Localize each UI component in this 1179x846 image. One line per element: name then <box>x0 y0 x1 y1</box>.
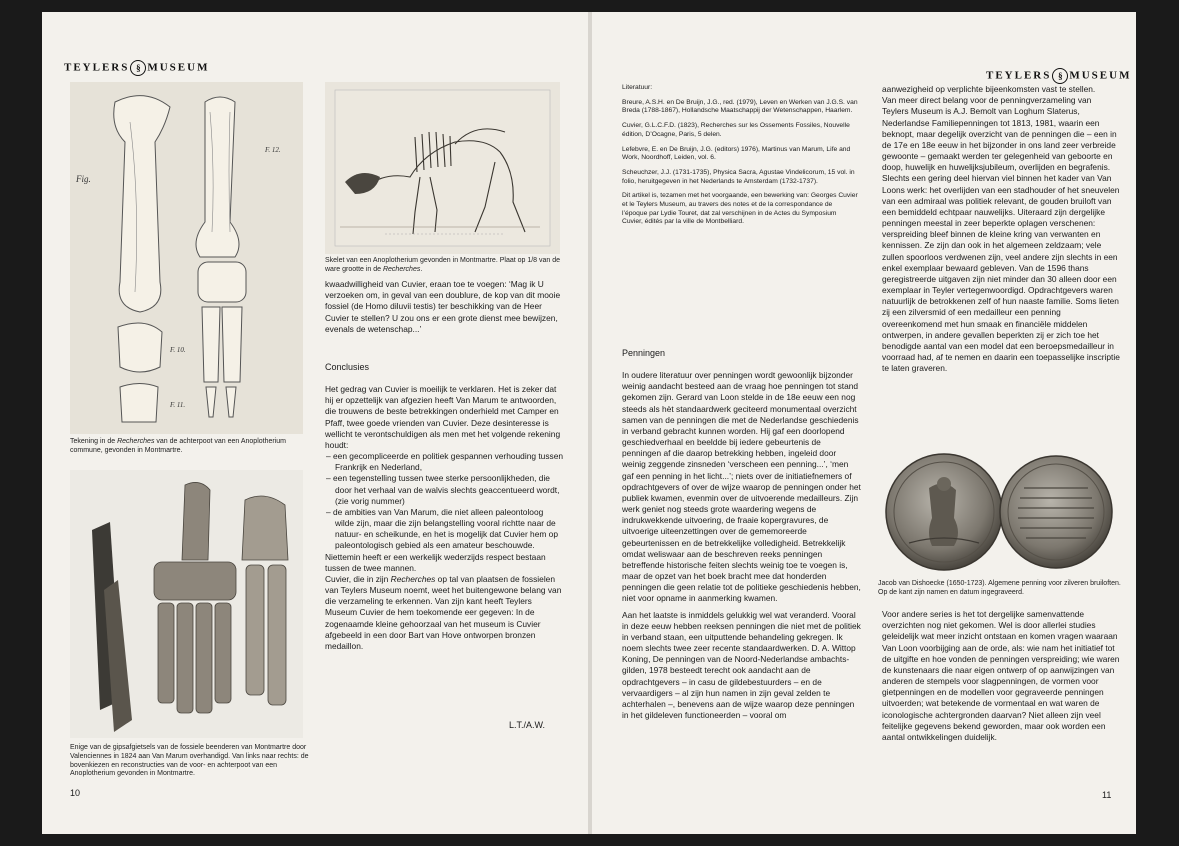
museum-logo <box>64 60 209 76</box>
bone-drawing <box>70 82 303 434</box>
museum-logo <box>986 68 1131 84</box>
skeleton-plate-figure <box>325 82 560 254</box>
paragraph: Aan het laatste is inmiddels gelukkig wel wat veranderd. Vooral in deze eeuw hebben reeksen penningen die niet met de politiek in verband staan, een uitputtende behandeling gekregen. Ik noem slechts twee zeer recente standaardwerken. D. A. Wittop Koning, De penningen van de Noord-Nederlandse ambachts-gilden, 1978 besteedt terecht ook aandacht aan de opdrachtgevers – in casu de gildebestuurders – en de vervaardigers – al zijn hun namen in zijn geval zelden te achterhalen –, benevens aan de wijze waarop deze penningen in het gildeleven functioneerden – vooral om <box>622 609 861 721</box>
literature-section <box>622 84 858 233</box>
conclusions-text <box>325 384 563 657</box>
fig-label: Fig. <box>76 174 91 184</box>
list-item: – de ambities van Van Marum, die niet alleen paleontoloog wilde zijn, maar die zijn belangstelling vooral richtte naar de natuur- en scheikunde, en het is mogelijk dat Cuvier hem op paleontologisch gebied als een amateur beschouwde. <box>335 507 563 552</box>
author-signature: L.T./A.W. <box>509 720 546 730</box>
reference-item: Breure, A.S.H. en De Bruijn, J.G., red. (1979), Leven en Werken van J.G.S. van Breda (1788-1867), Hollandsche Maatschappij der Wetenschappen, Haarlem. <box>622 98 858 115</box>
paragraph: In oudere literatuur over penningen wordt gewoonlijk bijzonder weinig aandacht besteed aan de vraag hoe penningen tot stand gekomen zijn. Gerard van Loon stelde in de 18e eeuw een nog steeds als hèt standaardwerk geciteerd monumentaal overzicht samen van de penningen die met de Nederlandse geschiedenis in verband gebracht kunnen worden. Hij gaf een doorlopend geschiedverhaal en beeldde bij iedere gebeurtenis de penningen af die daarop betrekking hebben, ingeleid door weinig zeggende zinsneden ‘verscheen een penning...’, ‘men gaf een penning in het licht...’; niets over de initiatiefnemers of opdrachtgevers of over de wijze waarop de penningen onder het publiek kwamen, evenmin over de uitvoerende medailleurs. Zijn werk geniet nog steeds grote waardering wegens de indrukwekkende uitvoering, de fraaie kopergravures, de uitvoerige uiteenzettingen over de gememoreerde gebeurtenissen en de betrekkelijke volledigheid. Betrekkelijk omdat weliswaar aan de beschreven reeks penningen betreffende historische feiten slechts weinig toe te voegen is, maar de opzet van het boek bracht mee dat honderden penningen die geen relatie tot de politieke geschiedenis hebben, niet voor opname in aanmerking kwamen. <box>622 370 861 604</box>
paragraph: Cuvier, die in zijn Recherches op tal van plaatsen de fossielen van Teylers Museum noemt, weet het buitengewone belang van die verzameling te erkennen. Van zijn kant heeft Teylers Museum Cuvier de hem toekomende eer gegeven: In de zogenaamde kleine gehoorzaal van het museum is Cuvier afgebeeld in een door Bart van Hove ontworpen bronzen medaillon. <box>325 573 562 651</box>
page-number-right: 11 <box>1102 790 1112 800</box>
right-page <box>592 12 1136 834</box>
plaster-casts-photo <box>70 470 303 738</box>
reference-item: Lefebvre, E. en De Bruijn, J.G. (editors) 1976), Martinus van Marum, Life and Work, Noordhoff, Leiden, vol. 6. <box>622 145 851 162</box>
plaster-casts-image <box>70 470 303 738</box>
literature-heading: Literatuur: <box>622 84 653 91</box>
figure-caption-bones: Tekening in de Recherches van de achterpoot van een Anoplotherium commune, gevonden in Montmartre. <box>70 438 286 454</box>
logo-text-left: TEYLERS <box>64 61 130 74</box>
list-item: – een tegenstelling tussen twee sterke persoonlijkheden, die door het verhaal van de walvis slechts geaccentueerd wordt, (zie vorig nummer) <box>335 473 563 507</box>
bullet-list <box>325 451 563 552</box>
paragraph: Voor andere series is het tot dergelijke samenvattende overzichten nog niet gekomen. Wel is door allerlei studies geleidelijk wat meer inzicht ontstaan en komen vragen waaraan Van Loon voorbijging aan de orde, als: wie nam het initiatief tot de uitgifte en hoe vonden de penningen verspreiding; wie waren de kunstenaars die naar eigen ontwerp of op aanwijzingen van anderen de stempels voor slagpenningen, de vormen voor gietpenningen en de modellen voor gegraveerde penningen uitvoerden; wat betekende de vormentaal en wat waren de iconologische achtergronden daarvan? Niet alleen zijn veel feitelijke gegevens bekend geworden, maar ook worden een aantal ontwikkelingen duidelijk. <box>882 609 1120 742</box>
figure-caption-skeleton: Skelet van een Anoplotherium gevonden in Montmartre. Plaat op 1/8 van de ware grootte in de Recherches. <box>325 257 561 273</box>
left-page <box>42 12 588 834</box>
penningen-text-col1 <box>622 370 862 726</box>
logo-text-right: MUSEUM <box>147 61 210 74</box>
logo-text-left: TEYLERS <box>986 69 1052 82</box>
paragraph: Van meer direct belang voor de penningverzameling van Teylers Museum is A.J. Bemolt van Loghum Slaterus, Nederlandse Familiepenningen tot 1813, 1981, waarin een beknopt, maar degelijk overzicht van de penningen die – een in de 17e en 18e eeuw in het bijzonder in ons land zeer verbreide gewoonte – gemaakt werden ter gelegenheid van geboorte en doop, huwelijk en huwelijksjubileum, overlijden en begrafenis. Slechts een gering deel hiervan viel binnen het kader van Van Loons werk: het overlijden van een stadhouder of het sneuvelen van een admiraal was politiek relevant, de gouden bruiloft van een bemiddeld echtpaar nauwelijks. Uiteraard zijn dergelijke penningen meestal in zeer beperkte oplagen verschenen: verspreiding bleef binnen de kleine kring van verwanten en kennissen. Ze zijn dan ook in het algemeen zeldzaam; vele zullen spoorloos verdwenen zijn, veel andere zijn slechts in een enkel exemplaar bewaard gebleven. Van de 1596 thans geregistreerde uitgaven zijn niet minder dan 30 alleen door een exemplaar in Teyler vertegenwoordigd. Opdrachtgevers waren natuurlijk de betrokkenen zelf of hun naaste familie. Soms lieten zij een zilversmid of een medailleur een penning overeenkomend met hun smaak en financiële middelen ontwerpen, in andere gevallen beperkten zij er zich toe het benodigde aantal van een model dat een beroepsmedailleur in voorraad had, af te nemen en daarin een toepasselijke inscriptie te laten graveren. <box>882 95 1120 374</box>
penningen-text-col2 <box>882 84 1120 379</box>
fig-label: F. 11. <box>170 401 186 409</box>
section-heading-conclusies: Conclusies <box>325 362 370 372</box>
paragraph: Niettemin heeft er een werkelijk wederzijds respect bestaan tussen de twee mannen. <box>325 551 546 573</box>
reference-item: Cuvier, G.L.C.F.D. (1823), Recherches sur les Ossements Fossiles, Nouvelle édition, D’Ocagne, Paris, 5 delen. <box>622 122 850 138</box>
quote-paragraph: kwaadwilligheid van Cuvier, eraan toe te voegen: ‘Mag ik U verzoeken om, in geval van een doublure, de kop van dit mooie fossiel (de Homo diluvii testis) ter beschikking van de Heer Cuvier te stellen? U zou ons er een grote dienst mee bewijzen, evenals de wetenschap...’ <box>325 279 561 334</box>
skeleton-plate-image <box>325 82 560 254</box>
paragraph: Het gedrag van Cuvier is moeilijk te verklaren. Het is zeker dat hij er opzettelijk van afgezien heeft Van Marum te antwoorden, die trouwens de beste betrekkingen onderhield met Camper en Pfaff, twee goede vrienden van Cuvier. Deze desinteresse is wellicht te verontschuldigen als men met het volgende rekening houdt: <box>325 384 561 450</box>
penningen-text-col2-bottom <box>882 609 1122 748</box>
figure-caption-casts: Enige van de gipsafgietsels van de fossiele beenderen van Montmartre door Valenciennes in 1824 aan Van Marum overhandigd. Van links naar rechts: de bovenkiezen en reconstructies van de voor- en achterpoot van een Anoplotherium gevonden in Montmartre. <box>70 744 309 778</box>
bone-drawing-figure <box>70 82 303 434</box>
fig-label: F. 10. <box>170 346 186 354</box>
medal-image <box>874 448 1126 576</box>
paragraph: aanwezigheid op verplichte bijeenkomsten vast te stellen. <box>882 84 1096 94</box>
crest-icon: § <box>130 60 146 76</box>
medal-photo <box>874 448 1126 576</box>
page-number-left: 10 <box>70 788 81 798</box>
section-heading-penningen: Penningen <box>622 348 666 358</box>
crest-icon: § <box>1052 68 1068 84</box>
fig-label: F. 12. <box>265 146 281 154</box>
source-note: Dit artikel is, tezamen met het voorgaande, een bewerking van: Georges Cuvier et le Teylers Museum, au travers des notes et de la correspondance de l’époque par Lydie Touret, dat zal verschijnen in de Actes du Symposium Cuvier, édités par la ville de Montbelliard. <box>622 192 858 226</box>
reference-item: Scheuchzer, J.J. (1731-1735), Physica Sacra, Agustae Vindelicorum, 15 vol. in folio, heruitgegeven in het Nederlands te Amsterdam (1732-1737). <box>622 168 855 185</box>
medal-caption: Jacob van Dishoecke (1650-1723). Algemene penning voor zilveren bruiloften. Op de kant zijn namen en datum ingegraveerd. <box>878 580 1121 596</box>
logo-text-right: MUSEUM <box>1069 69 1132 82</box>
list-item: – een gecompliceerde en politiek gespannen verhouding tussen Frankrijk en Nederland, <box>335 451 563 473</box>
